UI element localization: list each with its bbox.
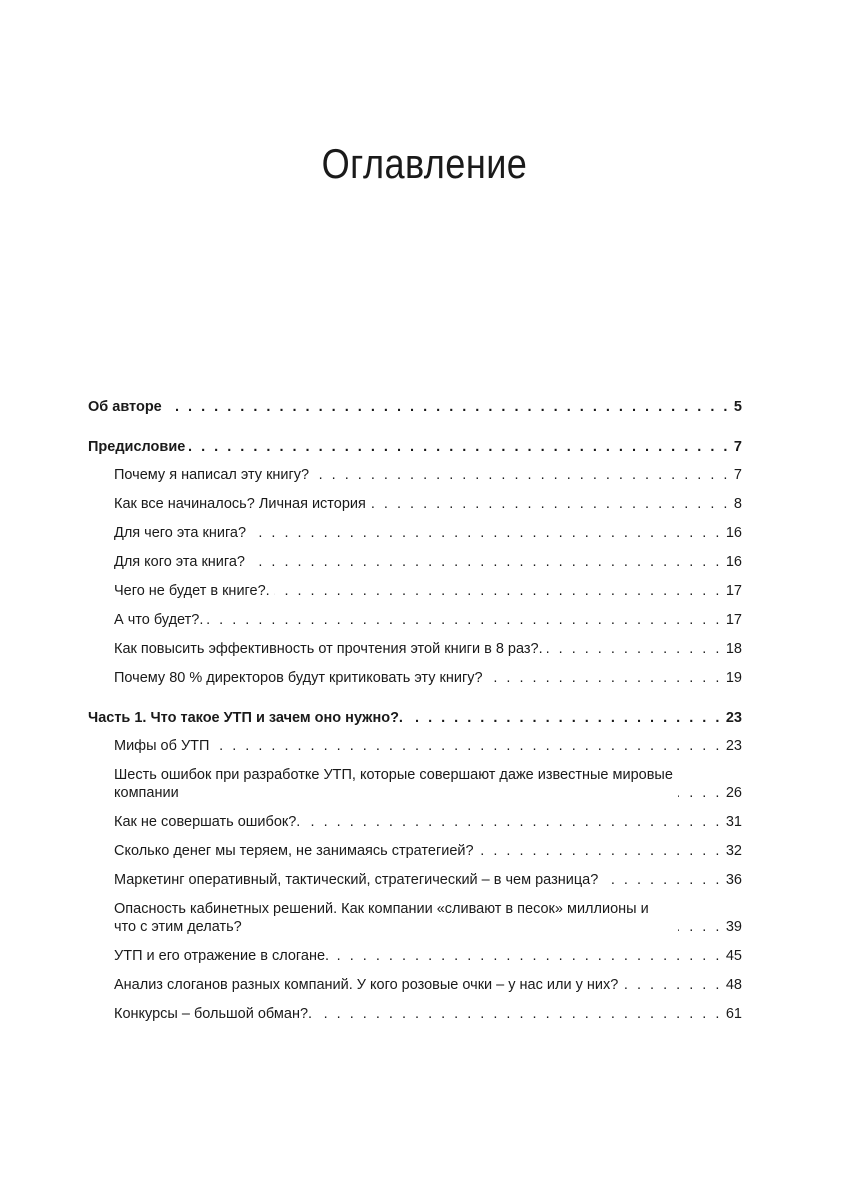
toc-subentry[interactable]	[88, 1005, 742, 1023]
dot-leader	[189, 438, 730, 456]
toc-subentry[interactable]	[88, 611, 742, 629]
toc-page-number: 45	[725, 948, 742, 964]
toc-entry-title: Почему 80 % директоров будут критиковать эту книгу?	[114, 670, 483, 686]
dot-leader	[622, 976, 722, 994]
toc-subentry[interactable]	[88, 737, 742, 755]
dot-leader	[250, 524, 722, 542]
toc-entry-title: Для чего эта книга?	[114, 525, 247, 541]
toc-subentry[interactable]	[88, 947, 742, 965]
toc-page-number: 26	[725, 785, 742, 801]
dot-leader	[249, 553, 722, 571]
toc-page-number: 61	[725, 1006, 742, 1022]
toc-subentry[interactable]	[88, 976, 742, 994]
dot-leader	[213, 737, 721, 755]
toc-page-number: 8	[733, 496, 742, 512]
toc-page-number: 23	[725, 710, 742, 726]
toc-page-number: 19	[725, 670, 742, 686]
toc-entry-title: Маркетинг оперативный, тактический, стратегический – в чем разница?	[114, 872, 599, 888]
toc-page-number: 17	[725, 612, 742, 628]
toc-entry-title: Опасность кабинетных решений. Как компании «сливают в песок» миллионы и что с этим делать?	[114, 901, 649, 935]
table-of-contents	[88, 398, 742, 1034]
dot-leader	[678, 918, 722, 936]
toc-page-number: 17	[725, 583, 742, 599]
dot-leader	[678, 784, 722, 802]
dot-leader	[547, 640, 722, 658]
toc-entry-title: Как все начиналось? Личная история	[114, 496, 366, 512]
toc-entry-title: А что будет?.	[114, 612, 204, 628]
dot-leader	[333, 947, 722, 965]
toc-subentry[interactable]	[88, 524, 742, 542]
toc-entry-title: Мифы об УТП	[114, 738, 210, 754]
toc-subentry[interactable]	[88, 466, 742, 484]
toc-entry-title: УТП и его отражение в слогане.	[114, 948, 330, 964]
toc-page-number: 16	[725, 525, 742, 541]
toc-subentry[interactable]	[88, 495, 742, 513]
toc-entry-title: Чего не будет в книге?.	[114, 583, 270, 599]
toc-page-number: 32	[725, 843, 742, 859]
toc-entry-title: Анализ слоганов разных компаний. У кого розовые очки – у нас или у них?	[114, 977, 619, 993]
toc-page-number: 18	[725, 641, 742, 657]
toc-page-number: 36	[725, 872, 742, 888]
toc-subentry[interactable]	[88, 553, 742, 571]
toc-page-number: 5	[733, 399, 742, 415]
dot-leader	[370, 495, 730, 513]
toc-entry-title: Предисловие	[88, 439, 186, 455]
toc-page-number: 48	[725, 977, 742, 993]
dot-leader	[274, 582, 722, 600]
toc-page-number: 39	[725, 919, 742, 935]
toc-page-number: 7	[733, 439, 742, 455]
dot-leader	[207, 611, 722, 629]
toc-subentry[interactable]	[88, 842, 742, 860]
toc-page-number: 31	[725, 814, 742, 830]
toc-entry-title: Часть 1. Что такое УТП и зачем оно нужно?.	[88, 710, 403, 726]
toc-entry-title: Как повысить эффективность от прочтения этой книги в 8 раз?.	[114, 641, 543, 657]
dot-leader	[602, 871, 722, 889]
toc-entry-title: Для кого эта книга?	[114, 554, 245, 570]
toc-entry-title: Как не совершать ошибок?.	[114, 814, 301, 830]
toc-section-part-1[interactable]	[88, 709, 742, 727]
toc-subentry[interactable]	[88, 582, 742, 600]
toc-entry-title: Почему я написал эту книгу?	[114, 467, 310, 483]
toc-page-number: 23	[725, 738, 742, 754]
dot-leader	[487, 669, 722, 687]
dot-leader	[316, 1005, 722, 1023]
toc-subentry[interactable]	[88, 871, 742, 889]
toc-entry-title: Шесть ошибок при разработке УТП, которые совершают даже известные мировые компании	[114, 767, 673, 801]
dot-leader	[313, 466, 730, 484]
dot-leader	[166, 398, 730, 416]
dot-leader	[304, 813, 722, 831]
toc-page-number: 7	[733, 467, 742, 483]
toc-section-preface[interactable]	[88, 438, 742, 456]
toc-section-about-author[interactable]	[88, 398, 742, 416]
toc-entry-title: Конкурсы – большой обман?.	[114, 1006, 313, 1022]
toc-entry-title: Сколько денег мы теряем, не занимаясь стратегией?	[114, 843, 474, 859]
toc-page-number: 16	[725, 554, 742, 570]
toc-subentry[interactable]	[88, 640, 742, 658]
toc-subentry[interactable]	[88, 813, 742, 831]
dot-leader	[407, 709, 722, 727]
toc-subentry[interactable]	[88, 766, 742, 802]
toc-subentry[interactable]	[88, 900, 742, 936]
toc-entry-title: Об авторе	[88, 399, 162, 415]
toc-subentry[interactable]	[88, 669, 742, 687]
page-title: Оглавление	[321, 140, 528, 187]
dot-leader	[478, 842, 722, 860]
